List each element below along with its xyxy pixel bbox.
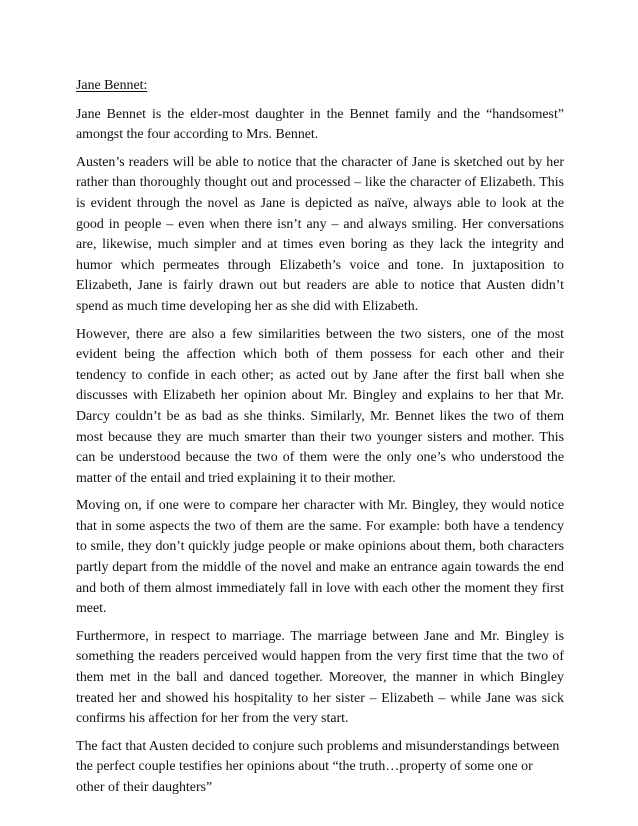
paragraph-conclusion: The fact that Austen decided to conjure such problems and misunderstandings between the perfect couple testifies her opinions about “the truth…property of some one or other of their daughters” — [76, 738, 560, 795]
section-heading: Jane Bennet: — [76, 78, 148, 93]
paragraph-marriage: Furthermore, in respect to marriage. The marriage between Jane and Mr. Bingley is something the readers perceived would happen from the very first time that the two of them met in the ball and danced together. Moreover, the manner in which Bingley treated her and showed his hospitality to her sister – Elizabeth – while Jane was sick confirms his affection for her from the very start. — [76, 628, 564, 727]
paragraph-sister-similarities: However, there are also a few similarities between the two sisters, one of the most evident being the affection which both of them possess for each other and their tendency to confide in each other; as acted out by Jane after the first ball when she discusses with Elizabeth her opinion about Mr. Bingley and explains to her that Mr. Darcy couldn’t be as bad as she thinks. Similarly, Mr. Bennet likes the two of them most because they are much smarter than their two younger sisters and mother. This can be understood because the two of them were the only one’s who understood the matter of the entail and tried explaining it to their mother. — [76, 326, 564, 486]
paragraph-bingley-comparison: Moving on, if one were to compare her character with Mr. Bingley, they would notice that in some aspects the two of them are the same. For example: both have a tendency to smile, they don’t quickly judge people or make opinions about them, both characters partly depart from the middle of the novel and make an entrance again towards the end and both of them almost immediately fall in love with each other the moment they first meet. — [76, 498, 564, 617]
paragraph-intro: Jane Bennet is the elder-most daughter in the Bennet family and the “handsomest” amongst the four according to Mrs. Bennet. — [76, 106, 564, 143]
document-page — [76, 76, 564, 806]
paragraph-character-sketch: Austen’s readers will be able to notice that the character of Jane is sketched out by her rather than thoroughly thought out and processed – like the character of Elizabeth. This is evident through the novel as Jane is depicted as naïve, always able to look at the good in people – even when there isn’t any – and always smiling. Her conversations are, likewise, much simpler and at times even boring as they lack the integrity and humor which permeates through Elizabeth’s voice and tone. In juxtaposition to Elizabeth, Jane is fairly drawn out but readers are able to notice that Austen didn’t spend as much time developing her as she did with Elizabeth. — [76, 154, 564, 314]
